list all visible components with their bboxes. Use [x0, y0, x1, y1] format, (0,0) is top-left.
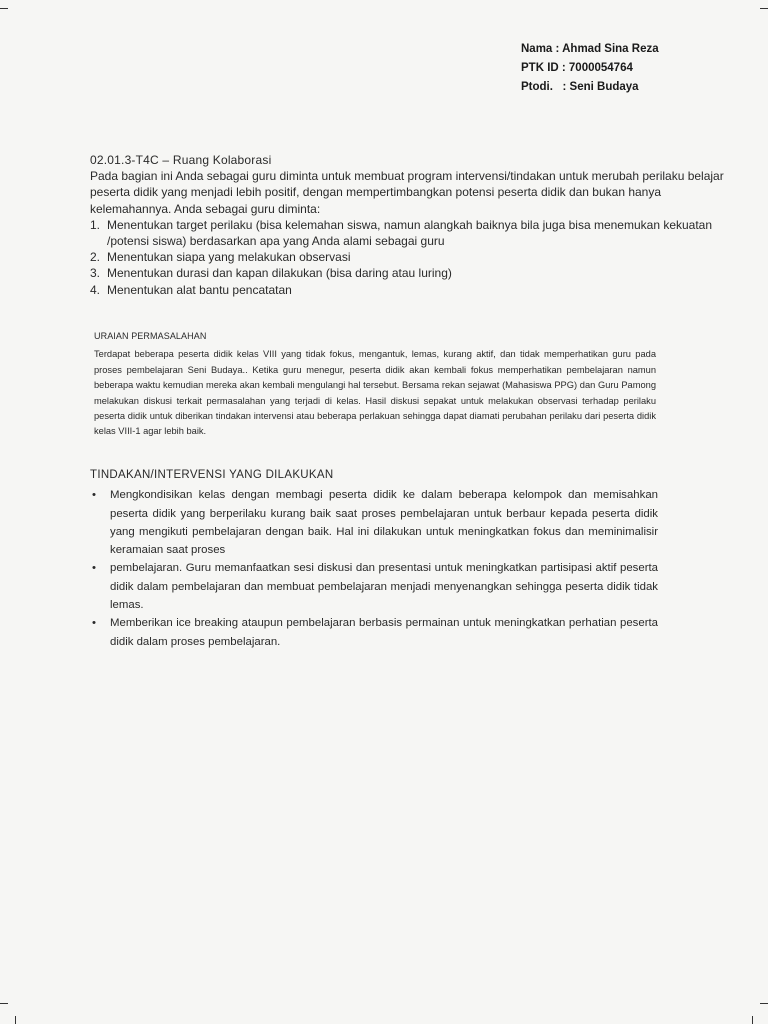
intervention-section — [90, 466, 658, 651]
identity-header — [521, 40, 659, 97]
crop-mark — [0, 8, 8, 9]
problem-title: URAIAN PERMASALAHAN — [94, 331, 207, 341]
task-list — [90, 217, 730, 298]
task-instructions — [90, 152, 730, 298]
crop-mark — [760, 8, 768, 9]
problem-body: Terdapat beberapa peserta didik kelas VIII yang tidak fokus, mengantuk, lemas, kurang aktif, dan tidak memperhatikan guru pada proses pembelajaran Seni Budaya.. Ketika guru menegur, peserta didik akan kembali fokus memperhatikan pembelajaran namun beberapa waktu kemudian mereka akan kembali mengulangi hal tersebut. Bersama rekan sejawat (Mahasiswa PPG) dan Guru Pamong melakukan diskusi terkait permasalahan yang terjadi di kelas. Hasil diskusi sepakat untuk melakukan observasi terhadap perilaku peserta didik untuk diberikan tindakan intervensi atau beberapa perlakuan sehingga dapat diamati perubahan perilaku dari peserta didik kelas VIII-1 agar lebih baik. — [94, 349, 656, 437]
task-title: 02.01.3-T4C – Ruang Kolaborasi — [90, 153, 272, 167]
problem-description — [94, 329, 656, 440]
prodi-line: Ptodi. : Seni Budaya — [521, 81, 639, 93]
intervention-list — [90, 486, 658, 651]
task-intro: Pada bagian ini Anda sebagai guru diminta untuk membuat program intervensi/tindakan untuk merubah perilaku belajar peserta didik yang menjadi lebih positif, dengan mempertimbangkan potensi peserta didik dan bukan hanya kelemahannya. Anda sebagai guru diminta: — [90, 169, 724, 216]
bullet-icon: • — [92, 489, 96, 502]
intervention-item: • pembelajaran. Guru memanfaatkan sesi diskusi dan presentasi untuk meningkatkan partisipasi aktif peserta didik dalam pembelajaran dan membuat pembelajaran menjadi menyenangkan sehingga peserta didik tidak lemas. — [90, 559, 658, 614]
bullet-icon: • — [92, 617, 96, 630]
intervention-title: TINDAKAN/INTERVENSI YANG DILAKUKAN — [90, 469, 334, 481]
intervention-item: • Mengkondisikan kelas dengan membagi peserta didik ke dalam beberapa kelompok dan memisahkan peserta didik yang berperilaku kurang baik saat proses pembelajaran untuk berbaur kepada peserta didik yang mengikuti pembelajaran dengan baik. Hal ini dilakukan untuk meningkatkan fokus dan meminimalisir keramaian saat proses — [90, 486, 658, 559]
bullet-icon: • — [92, 562, 96, 575]
task-list-item: 1. Menentukan target perilaku (bisa kelemahan siswa, namun alangkah baiknya bila juga bisa menemukan kekuatan /potensi siswa) berdasarkan apa yang Anda alami sebagai guru — [90, 217, 713, 249]
task-list-item: 3. Menentukan durasi dan kapan dilakukan (bisa daring atau luring) — [90, 266, 452, 281]
name-line: Nama : Ahmad Sina Reza — [521, 43, 659, 55]
ptk-id-line: PTK ID : 7000054764 — [521, 62, 633, 74]
task-list-item: 4. Menentukan alat bantu pencatatan — [90, 282, 292, 297]
task-list-item: 2. Menentukan siapa yang melakukan observasi — [90, 250, 351, 265]
crop-mark — [752, 1016, 753, 1024]
crop-mark — [15, 1016, 16, 1024]
intervention-item: • Memberikan ice breaking ataupun pembelajaran berbasis permainan untuk meningkatkan perhatian peserta didik dalam proses pembelajaran. — [90, 614, 658, 651]
crop-mark — [760, 1003, 768, 1004]
crop-mark — [0, 1003, 8, 1004]
